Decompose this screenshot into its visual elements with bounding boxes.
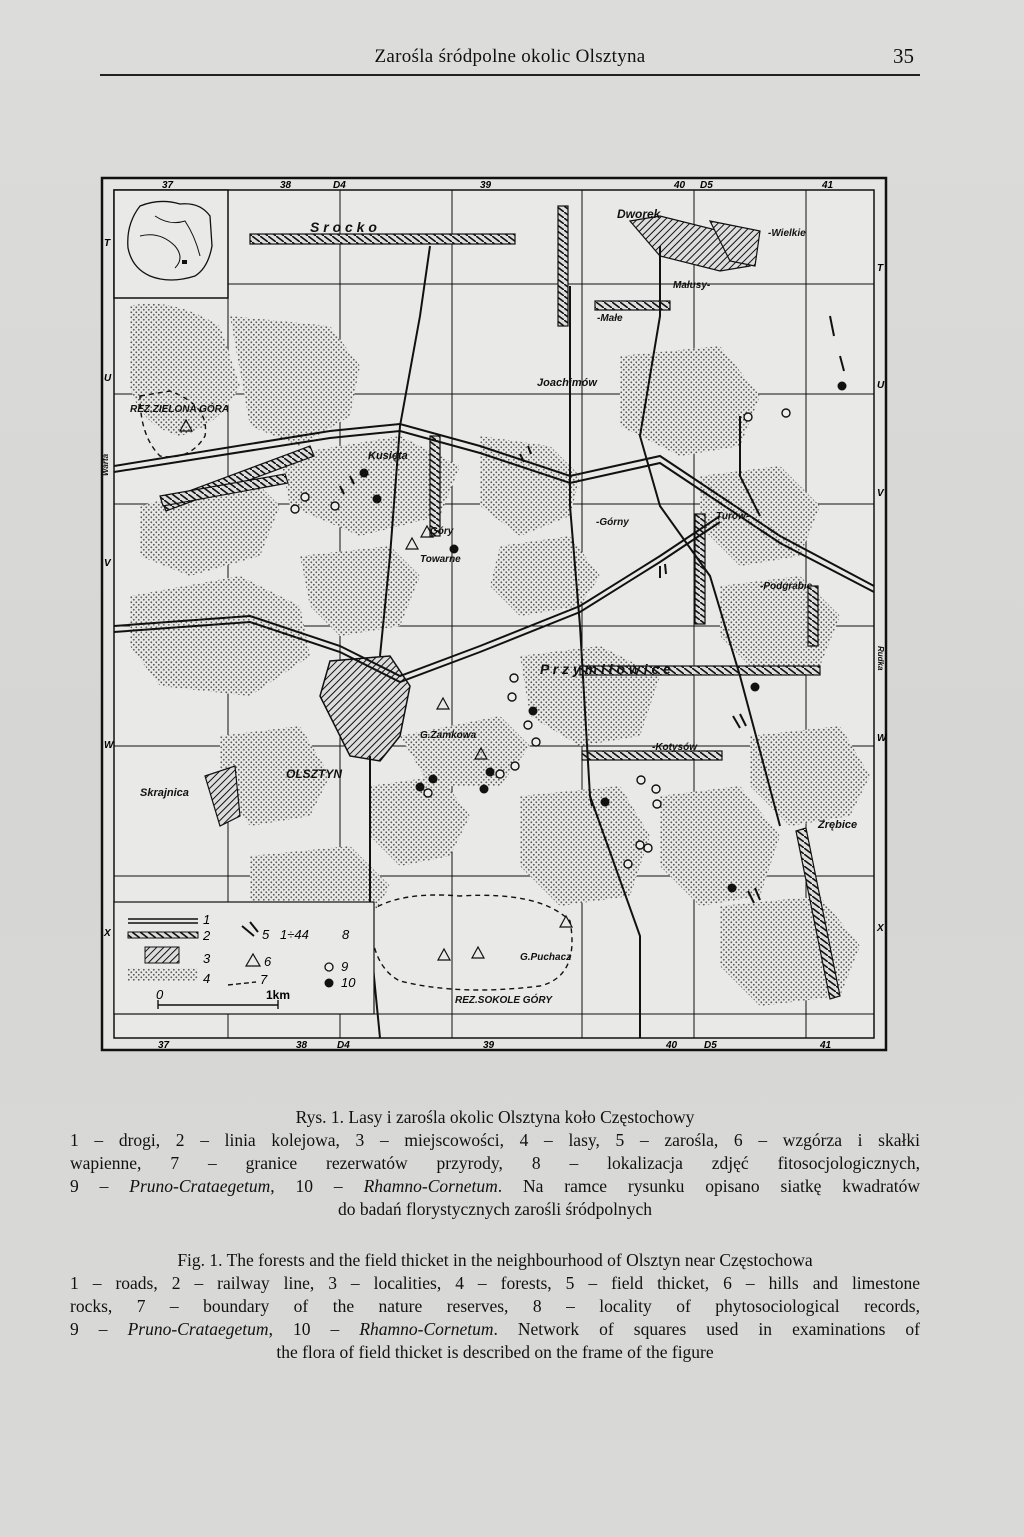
label-rez-zielona-gora: REZ.ZIELONA GÓRA: [130, 404, 230, 415]
label-zrebice: Zrębice: [818, 819, 858, 831]
label-wielkie: -Wielkie: [768, 228, 806, 239]
label-rez-sokole-gory: REZ.SOKOLE GÓRY: [455, 995, 553, 1006]
page-number: 35: [893, 44, 914, 68]
running-title: Zarośla śródpolne okolic Olsztyna: [374, 46, 646, 67]
col-bottom-37: 37: [158, 1040, 170, 1051]
label-rudka: Rudka: [876, 646, 885, 671]
col-bottom-39: 39: [483, 1040, 495, 1051]
caption-pl-line4: do badań florystycznych zarośli śródpolnych: [338, 1199, 652, 1219]
label-skrajnica: Skrajnica: [140, 787, 189, 799]
caption-en-title: Fig. 1. The forests and the field thicket in the neighbourhood of Olsztyn near Częstochowa: [177, 1250, 813, 1270]
caption-en-rhamno: Rhamno-Cornetum: [359, 1319, 494, 1339]
label-male: -Małe: [597, 313, 623, 324]
legend-forest-symbol: [128, 968, 198, 981]
label-srocko: S r o c k o: [310, 219, 377, 235]
label-malusy: Małusy-: [673, 280, 711, 291]
label-podgrabie: -Podgrabie: [760, 581, 813, 592]
legend-label-7: 7: [260, 972, 268, 987]
caption-pl-line1: 1 – drogi, 2 – linia kolejowa, 3 – miejscowości, 4 – lasy, 5 – zarośla, 6 – wzgórza i skałki: [70, 1130, 920, 1150]
caption-pl-line2: wapienne, 7 – granice rezerwatów przyrody, 8 – lokalizacja zdjęć fitosocjologicznych,: [70, 1153, 920, 1173]
label-przymilowice: P r z y m i ł o w i c e: [540, 661, 671, 677]
map-legend: [114, 902, 374, 1014]
row-right-w: W: [877, 733, 887, 744]
col-bottom-40: 40: [666, 1040, 678, 1051]
caption-en-line3-a: 9 –: [70, 1319, 128, 1339]
label-olsztyn: OLSZTYN: [286, 767, 342, 781]
caption-polish: [70, 1106, 920, 1221]
row-right-v: V: [877, 488, 884, 499]
row-left-v: V: [104, 558, 111, 569]
legend-label-1: 1: [203, 912, 211, 927]
label-joachimow: Joachimów: [537, 377, 597, 389]
legend-label-10: 10: [341, 975, 356, 990]
caption-en-line3: [70, 1318, 920, 1341]
label-kusieta: Kusięta: [368, 450, 408, 462]
col-top-d5: D5: [700, 180, 713, 191]
legend-open-circle: [325, 963, 333, 971]
scale-km: 1km: [266, 988, 291, 1002]
legend-railway-symbol: [128, 932, 198, 938]
row-left-w: W: [104, 740, 114, 751]
legend-locality-symbol: [145, 947, 179, 963]
map-figure: [100, 176, 888, 1052]
col-bottom-d4: D4: [337, 1040, 350, 1051]
label-turow: Turów-: [716, 511, 750, 522]
label-dworek: Dworek: [617, 207, 661, 221]
col-top-37: 37: [162, 180, 174, 191]
caption-en-pruno: Pruno-Crataegetum: [127, 1319, 269, 1339]
legend-label-4: 4: [203, 971, 211, 986]
caption-en-line4: the flora of field thicket is described on the frame of the figure: [276, 1342, 714, 1362]
label-g-zamkowa: G.Zamkowa: [420, 730, 477, 741]
label-kotysow: -Kotysów: [652, 742, 697, 753]
row-left-x: X: [104, 928, 111, 939]
scale-zero: 0: [156, 987, 164, 1002]
col-top-38: 38: [280, 180, 292, 191]
legend-label-8: 8: [342, 927, 350, 942]
caption-pl-rhamno: Rhamno-Cornetum: [363, 1176, 498, 1196]
map-svg: [100, 176, 888, 1052]
row-right-u: U: [877, 380, 885, 391]
legend-label-3: 3: [203, 951, 211, 966]
caption-en-line3-c: , 10 –: [268, 1319, 360, 1339]
row-left-t: T: [104, 238, 111, 249]
label-g-puchacz: G.Puchacz: [520, 952, 572, 963]
col-top-41: 41: [822, 180, 834, 191]
caption-pl-pruno: Pruno-Crataegetum: [129, 1176, 271, 1196]
legend-label-9: 9: [341, 959, 349, 974]
legend-label-6: 6: [264, 954, 272, 969]
label-gorny: -Górny: [596, 517, 629, 528]
col-top-40: 40: [674, 180, 686, 191]
caption-en-line2: rocks, 7 – boundary of the nature reserves, 8 – locality of phytosociological records,: [70, 1296, 920, 1316]
col-bottom-d5: D5: [704, 1040, 717, 1051]
col-top-d4: D4: [333, 180, 346, 191]
col-top-39: 39: [480, 180, 492, 191]
label-gory: Góry: [430, 526, 454, 537]
col-bottom-41: 41: [820, 1040, 832, 1051]
col-bottom-38: 38: [296, 1040, 308, 1051]
caption-pl-line3-c: , 10 –: [270, 1176, 364, 1196]
caption-en-line3-e: . Network of squares used in examinations of: [493, 1319, 921, 1339]
caption-pl-line3-e: . Na ramce rysunku opisano siatkę kwadratów: [497, 1176, 921, 1196]
poland-inset-map: [114, 190, 228, 298]
caption-english: [70, 1249, 920, 1364]
caption-pl-line3: [70, 1175, 920, 1198]
running-header: [100, 40, 920, 76]
legend-filled-circle: [325, 979, 334, 988]
row-right-t: T: [877, 263, 884, 274]
legend-range: 1÷44: [280, 927, 309, 942]
row-left-u: U: [104, 373, 112, 384]
label-towarne: Towarne: [420, 554, 461, 565]
caption-en-line1: 1 – roads, 2 – railway line, 3 – localities, 4 – forests, 5 – field thicket, 6 – hills and limestone: [70, 1273, 920, 1293]
label-warta: Warta: [101, 453, 110, 476]
caption-pl-title: Rys. 1. Lasy i zarośla okolic Olsztyna koło Częstochowy: [295, 1107, 695, 1127]
caption-pl-line3-a: 9 –: [70, 1176, 130, 1196]
legend-label-2: 2: [203, 928, 211, 943]
row-right-x: X: [877, 923, 884, 934]
legend-label-5: 5: [262, 927, 270, 942]
